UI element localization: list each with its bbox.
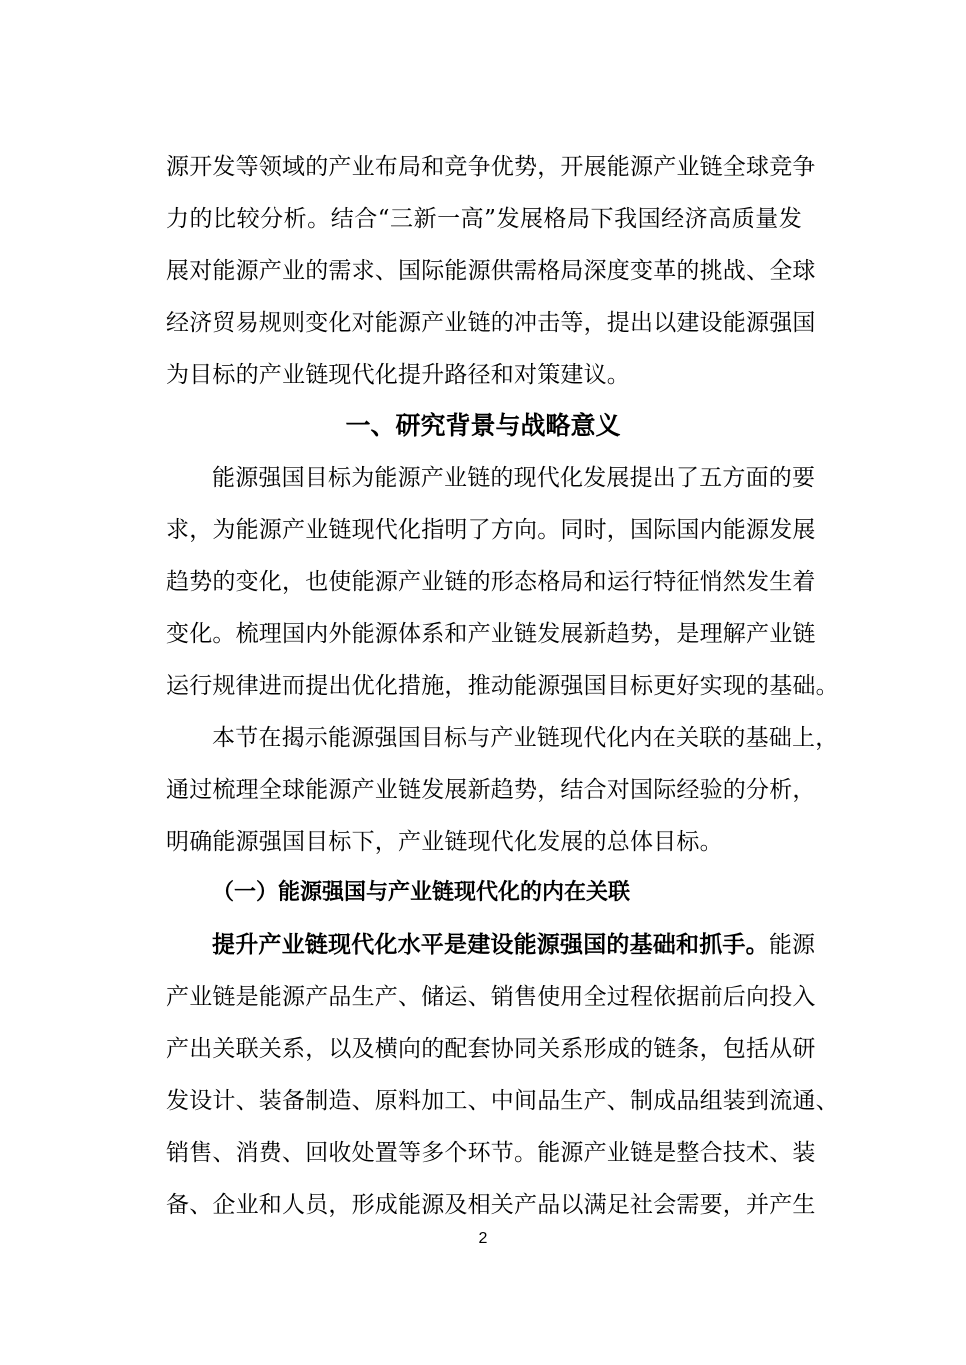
intro-line-2: 力的比较分析。结合“三新一高”发展格局下我国经济高质量发 <box>166 206 802 232</box>
intro-line-4: 经济贸易规则变化对能源产业链的冲击等，提出以建设能源强国 <box>166 310 816 336</box>
para3-first-rest: 能源 <box>768 932 816 958</box>
para3-line-1 <box>212 930 816 960</box>
intro-line-3: 展对能源产业的需求、国际能源供需格局深度变革的挑战、全球 <box>166 258 816 284</box>
para3-line-5: 销售、消费、回收处置等多个环节。能源产业链是整合技术、装 <box>166 1140 816 1166</box>
para2-line-2: 通过梳理全球能源产业链发展新趋势，结合对国际经验的分析， <box>166 777 816 803</box>
para3-line-6: 备、企业和人员，形成能源及相关产品以满足社会需要，并产生 <box>166 1192 816 1218</box>
para3-line-4: 发设计、装备制造、原料加工、中间品生产、制成品组装到流通、 <box>166 1088 839 1114</box>
page-number: 2 <box>478 1230 488 1247</box>
para1-line-4: 变化。梳理国内外能源体系和产业链发展新趋势，是理解产业链 <box>166 621 816 647</box>
intro-line-5: 为目标的产业链现代化提升路径和对策建议。 <box>166 362 630 388</box>
para3-line-3: 产出关联关系，以及横向的配套协同关系形成的链条，包括从研 <box>166 1036 816 1062</box>
para3-bold-lead: 提升产业链现代化水平是建设能源强国的基础和抓手。 <box>212 932 769 958</box>
para2-line-1: 本节在揭示能源强国目标与产业链现代化内在关联的基础上， <box>212 725 839 751</box>
para1-line-1: 能源强国目标为能源产业链的现代化发展提出了五方面的要 <box>212 465 816 491</box>
intro-line-1: 源开发等领域的产业布局和竞争优势，开展能源产业链全球竞争 <box>166 154 816 180</box>
subsection-heading: （一）能源强国与产业链现代化的内在关联 <box>212 880 631 905</box>
para1-line-5: 运行规律进而提出优化措施，推动能源强国目标更好实现的基础。 <box>166 673 839 699</box>
section-heading: 一、研究背景与战略意义 <box>345 411 621 440</box>
para1-line-3: 趋势的变化，也使能源产业链的形态格局和运行特征悄然发生着 <box>166 569 816 595</box>
para2-line-3: 明确能源强国目标下，产业链现代化发展的总体目标。 <box>166 829 723 855</box>
para1-line-2: 求，为能源产业链现代化指明了方向。同时，国际国内能源发展 <box>166 517 816 543</box>
para3-line-2: 产业链是能源产品生产、储运、销售使用全过程依据前后向投入 <box>166 984 816 1010</box>
